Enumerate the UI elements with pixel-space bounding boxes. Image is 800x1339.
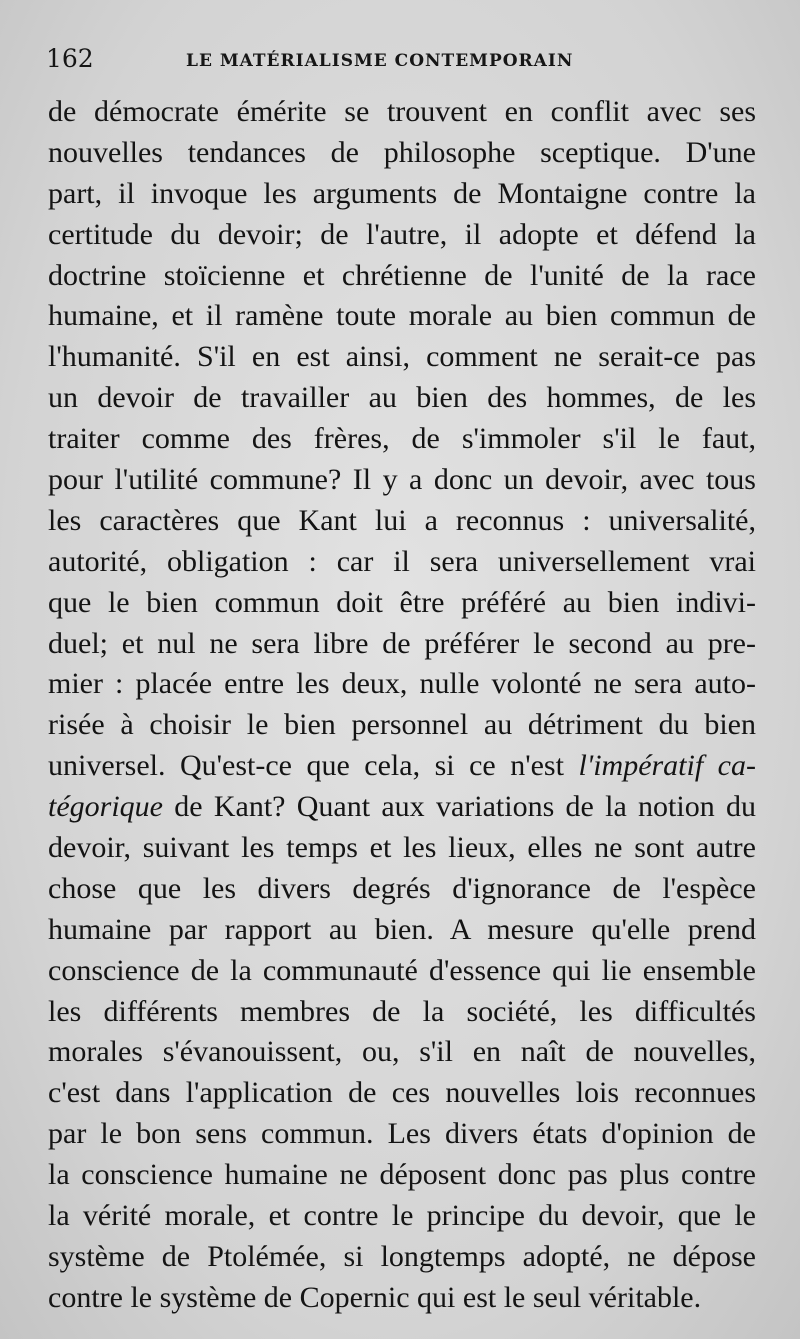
- text-line: l'humanité. S'il en est ainsi, comment ne serait-ce pas: [48, 340, 756, 374]
- text-line: les caractères que Kant lui a reconnus : universalité,: [48, 503, 756, 537]
- text-line: de démocrate émérite se trouvent en conflit avec ses: [48, 95, 756, 128]
- text-line: pour l'utilité commune? Il y a donc un devoir, avec tous: [48, 463, 756, 497]
- italic-phrase: tégorique: [48, 790, 163, 824]
- text-segment: universel. Qu'est-ce que cela, si ce n'est: [48, 749, 579, 783]
- body-text: [48, 92, 756, 1319]
- text-line: par le bon sens commun. Les divers états d'opinion de: [48, 1117, 756, 1151]
- text-line: humaine par rapport au bien. A mesure qu'elle prend: [48, 912, 756, 946]
- text-line: doctrine stoïcienne et chrétienne de l'unité de la race: [48, 258, 756, 292]
- text-line: que le bien commun doit être préféré au bien indivi-: [48, 585, 756, 619]
- text-line: part, il invoque les arguments de Montaigne contre la: [48, 176, 756, 210]
- text-line: risée à choisir le bien personnel au détriment du bien: [48, 708, 756, 742]
- text-line: contre le système de Copernic qui est le seul véritable.: [48, 1280, 702, 1314]
- text-line: système de Ptolémée, si longtemps adopté, ne dépose: [48, 1239, 756, 1273]
- text-line: mier : placée entre les deux, nulle volonté ne sera auto-: [48, 667, 756, 701]
- text-line: morales s'évanouissent, ou, s'il en naît de nouvelles,: [48, 1035, 756, 1069]
- text-line: un devoir de travailler au bien des hommes, de les: [48, 381, 756, 415]
- text-line: chose que les divers degrés d'ignorance de l'espèce: [48, 871, 756, 905]
- text-line: nouvelles tendances de philosophe sceptique. D'une: [48, 135, 756, 169]
- text-line: conscience de la communauté d'essence qui lie ensemble: [48, 953, 756, 987]
- text-line: certitude du devoir; de l'autre, il adopte et défend la: [48, 217, 756, 251]
- text-line: autorité, obligation : car il sera universellement vrai: [48, 544, 756, 578]
- text-line: [48, 787, 756, 828]
- text-segment: de Kant? Quant aux variations de la notion du: [174, 790, 756, 824]
- text-line: la vérité morale, et contre le principe du devoir, que le: [48, 1199, 756, 1233]
- running-title: LE MATÉRIALISME CONTEMPORAIN: [186, 51, 574, 71]
- text-line: devoir, suivant les temps et les lieux, elles ne sont autre: [48, 831, 756, 865]
- text-line: c'est dans l'application de ces nouvelles lois reconnues: [48, 1076, 756, 1110]
- italic-phrase: l'impératif ca-: [578, 749, 756, 783]
- text-line: traiter comme des frères, de s'immoler s'il le faut,: [48, 422, 756, 456]
- text-line: la conscience humaine ne déposent donc pas plus contre: [48, 1158, 756, 1192]
- text-line: humaine, et il ramène toute morale au bien commun de: [48, 299, 756, 333]
- page-header: [46, 44, 756, 84]
- text-line: duel; et nul ne sera libre de préférer le second au pre-: [48, 626, 756, 660]
- page-number: 162: [46, 44, 94, 73]
- text-line: les différents membres de la société, les difficultés: [48, 994, 756, 1028]
- text-line: [48, 746, 756, 787]
